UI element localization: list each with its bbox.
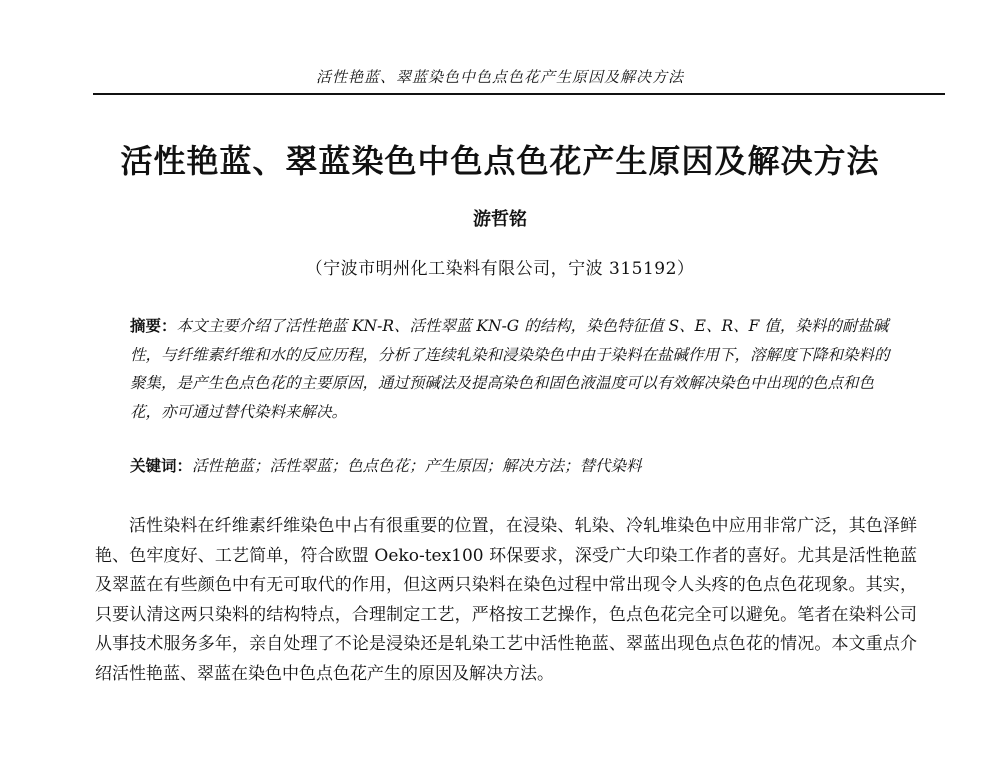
abstract <box>130 312 890 426</box>
abstract-text: 本文主要介绍了活性艳蓝 KN-R、活性翠蓝 KN-G 的结构，染色特征值 S、E、R、F 值，染料的耐盐碱性，与纤维素纤维和水的反应历程，分析了连续轧染和浸染染色中由于染料在盐碱作用下，溶解度下降和染料的聚集，是产生色点色花的主要原因，通过预碱法及提高染色和固色液温度可以有效解决染色中出现的色点和色花，亦可通过替代染料来解决。 <box>130 317 890 421</box>
author-name: 游哲铭 <box>473 209 527 230</box>
author-affiliation: （宁波市明州化工染料有限公司，宁波 315192） <box>305 259 695 279</box>
keywords-label: 关键词： <box>130 456 193 475</box>
paper-title: 活性艳蓝、翠蓝染色中色点色花产生原因及解决方法 <box>120 142 880 180</box>
body-paragraph: 活性染料在纤维素纤维染色中占有很重要的位置，在浸染、轧染、冷轧堆染色中应用非常广泛，其色泽鲜艳、色牢度好、工艺简单，符合欧盟 Oeko-tex100 环保要求，深受广大印染工作者的喜好。尤其是活性艳蓝及翠蓝在有些颜色中有无可取代的作用，但这两只染料在染色过程中常出现令人头疼的色点色花现象。其实，只要认清这两只染料的结构特点，合理制定工艺，严格按工艺操作，色点色花完全可以避免。笔者在染料公司从事技术服务多年，亲自处理了不论是浸染还是轧染工艺中活性艳蓝、翠蓝出现色点色花的情况。本文重点介绍活性艳蓝、翠蓝在染色中色点色花产生的原因及解决方法。 <box>95 516 917 684</box>
abstract-label: 摘要： <box>130 316 177 335</box>
keywords <box>130 452 890 480</box>
header-rule <box>93 93 945 95</box>
keywords-text: 活性艳蓝；活性翠蓝；色点色花；产生原因；解决方法；替代染料 <box>192 457 642 475</box>
running-header: 活性艳蓝、翠蓝染色中色点色花产生原因及解决方法 <box>315 68 684 86</box>
